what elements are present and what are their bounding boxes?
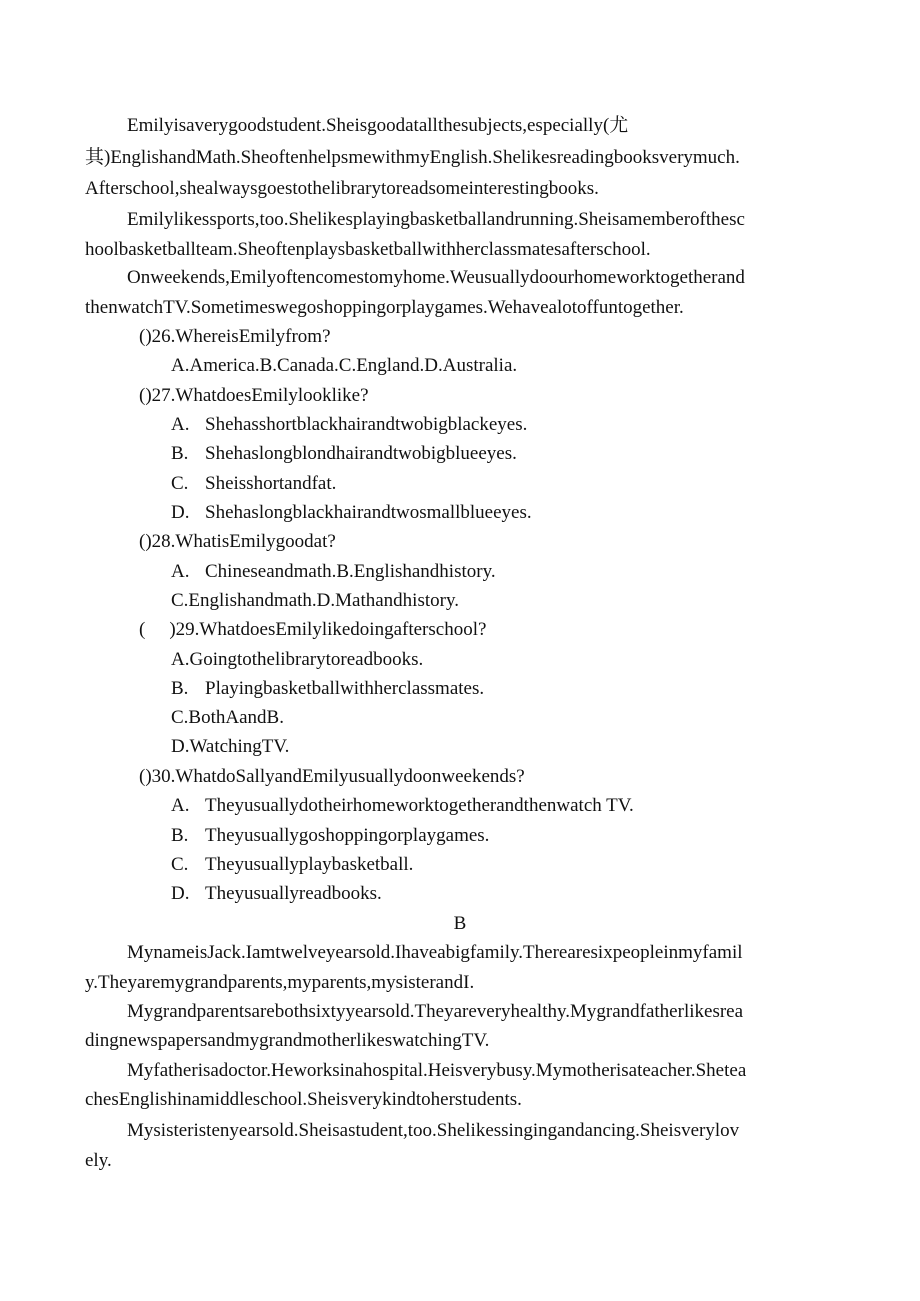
passage-a-p1-line2: 其)EnglishandMath.SheoftenhelpsmewithmyEnglish.Shelikesreadingbooksverymuch. [85, 147, 740, 168]
question-30-option-a [171, 794, 634, 818]
section-b-p2-line2: dingnewspapersandmygrandmotherlikeswatchingTV. [85, 1030, 490, 1051]
option-letter: D. [171, 502, 190, 523]
section-b-p4-line2: ely. [85, 1150, 112, 1171]
option-letter: C. [171, 473, 189, 494]
option-letter: B. [171, 825, 189, 846]
question-30-option-d [171, 882, 382, 906]
question-26: ()26.WhereisEmilyfrom? [139, 326, 331, 347]
question-27-option-d [171, 501, 532, 525]
option-text: Shehaslongblackhairandtwosmallblueeyes. [205, 502, 532, 523]
option-text: Sheisshortandfat. [205, 473, 337, 494]
question-29-option-d: D.WatchingTV. [171, 736, 290, 757]
section-b-p2-line1: Mygrandparentsarebothsixtyyearsold.Theyareveryhealthy.Mygrandfatherlikesrea [127, 1001, 744, 1022]
question-29-option-b [171, 677, 484, 701]
option-letter: D. [171, 883, 190, 904]
section-b-p3-line2: chesEnglishinamiddleschool.Sheisverykindtoherstudents. [85, 1089, 522, 1110]
passage-a-p3-line1: Onweekends,Emilyoftencomestomyhome.Weusuallydoourhomeworktogetherand [127, 267, 745, 288]
option-text: Shehaslongblondhairandtwobigblueeyes. [205, 443, 517, 464]
answer-bracket-open: ( [139, 619, 146, 640]
question-27-option-b [171, 442, 517, 466]
question-29-text: )29.WhatdoesEmilylikedoingafterschool? [169, 619, 487, 640]
option-text: Chineseandmath.B.Englishandhistory. [205, 561, 496, 582]
question-28-option-cd: C.Englishandmath.D.Mathandhistory. [171, 590, 459, 611]
section-b-p4-line1: Mysisteristenyearsold.Sheisastudent,too.Shelikessingingandancing.Sheisverylov [127, 1120, 740, 1141]
option-text: Theyusuallygoshoppingorplaygames. [205, 825, 490, 846]
option-letter: A. [171, 414, 190, 435]
passage-a-p1-line3: Afterschool,shealwaysgoestothelibrarytoreadsomeinterestingbooks. [85, 178, 599, 199]
question-27-option-c [171, 472, 336, 496]
option-text: Theyusuallyplaybasketball. [205, 854, 414, 875]
option-letter: C. [171, 854, 189, 875]
section-b-p3-line1: Myfatherisadoctor.Heworksinahospital.Heisverybusy.Mymotherisateacher.Shetea [127, 1060, 747, 1081]
option-text: Playingbasketballwithherclassmates. [205, 678, 485, 699]
passage-a-p3-line2: thenwatchTV.Sometimeswegoshoppingorplaygames.Wehavealotoffuntogether. [85, 297, 684, 318]
option-letter: A. [171, 561, 190, 582]
question-30: ()30.WhatdoSallyandEmilyusuallydoonweekends? [139, 766, 525, 787]
option-letter: B. [171, 678, 189, 699]
question-30-option-c [171, 853, 413, 877]
question-30-option-b [171, 824, 489, 848]
option-text: Shehasshortblackhairandtwobigblackeyes. [205, 414, 528, 435]
question-28: ()28.WhatisEmilygoodat? [139, 531, 336, 552]
question-27-option-a [171, 413, 527, 437]
passage-a-p2-line2: hoolbasketballteam.Sheoftenplaysbasketballwithherclassmatesafterschool. [85, 239, 651, 260]
question-26-options: A.America.B.Canada.C.England.D.Australia. [171, 355, 518, 376]
section-b-p1-line1: MynameisJack.Iamtwelveyearsold.Ihaveabigfamily.Therearesixpeopleinmyfamil [127, 942, 743, 963]
question-29-option-a: A.Goingtothelibrarytoreadbooks. [171, 649, 424, 670]
option-text: Theyusuallyreadbooks. [205, 883, 382, 904]
question-29 [139, 618, 486, 642]
question-28-option-ab [171, 560, 496, 584]
option-letter: B. [171, 443, 189, 464]
section-b-p1-line2: y.Theyaremygrandparents,myparents,mysisterandI. [85, 972, 475, 993]
question-27: ()27.WhatdoesEmilylooklike? [139, 385, 369, 406]
passage-a-p1-line1: Emilyisaverygoodstudent.Sheisgoodatallthesubjects,especially(尤 [127, 115, 629, 136]
passage-a-p2-line1: Emilylikessports,too.Shelikesplayingbasketballandrunning.Sheisamemberofthesc [127, 209, 745, 230]
option-text: Theyusuallydotheirhomeworktogetherandthenwatch TV. [205, 795, 634, 816]
section-b-heading: B [453, 913, 467, 934]
question-29-option-c: C.BothAandB. [171, 707, 284, 728]
option-letter: A. [171, 795, 190, 816]
